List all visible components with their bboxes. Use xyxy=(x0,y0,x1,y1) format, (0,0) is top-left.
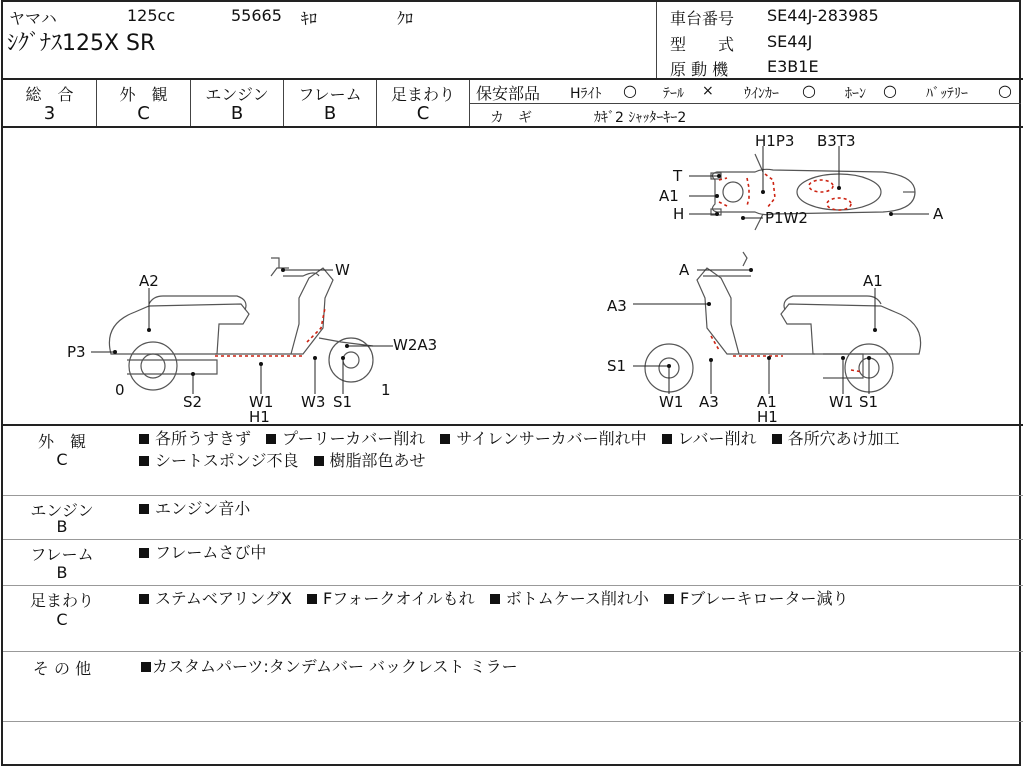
note-item: 各所穴あけ加工 xyxy=(787,429,900,448)
leader-dots xyxy=(113,174,893,376)
label-r-w1b: W1 xyxy=(829,393,854,411)
note-text xyxy=(137,428,908,472)
label-0: 0 xyxy=(115,381,125,399)
model-name: ｼｸﾞﾅｽ125X SR xyxy=(7,31,156,56)
note-item: 各所うすきず xyxy=(155,429,252,448)
bullet xyxy=(141,662,151,672)
winker-mark: ○ xyxy=(802,81,816,100)
note-text xyxy=(137,588,857,610)
note-item: 樹脂部色あせ xyxy=(329,451,426,470)
tail-mark: × xyxy=(702,83,714,99)
note-grade: C xyxy=(56,450,68,469)
label-1: 1 xyxy=(381,381,391,399)
key-value: ｶｷﾞ2 ｼｬｯﾀｰｷｰ2 xyxy=(594,110,687,126)
note-category: そ の 他 xyxy=(32,659,92,678)
label-r-h1: H1 xyxy=(757,408,778,424)
label-r-a3b: A3 xyxy=(699,393,719,411)
bullet xyxy=(314,456,324,466)
scooter-diagram xyxy=(3,128,1019,424)
bullet xyxy=(139,548,149,558)
label-s1: S1 xyxy=(333,393,353,411)
bullet xyxy=(662,434,672,444)
bullet xyxy=(772,434,782,444)
note-item: シートスポンジ不良 xyxy=(155,451,299,470)
label-r-s1b: S1 xyxy=(859,393,879,411)
battery-mark: ○ xyxy=(998,81,1012,100)
note-frame xyxy=(3,540,1023,586)
header-left xyxy=(3,2,657,78)
grade-label: 足まわり xyxy=(390,85,455,104)
label-s2: S2 xyxy=(183,393,203,411)
grade-exterior xyxy=(97,80,191,126)
label-p3: P3 xyxy=(67,343,86,361)
engine-label: 原 動 機 xyxy=(670,60,729,79)
note-category: 足まわり xyxy=(29,591,94,610)
grade-frame xyxy=(284,80,377,126)
bullet xyxy=(266,434,276,444)
note-item: プーリーカバー削れ xyxy=(282,429,426,448)
note-grade: C xyxy=(56,610,68,629)
frame-no: SE44J-283985 xyxy=(767,6,879,25)
mileage-unit: ｷﾛ xyxy=(301,9,318,28)
label-w1: W1 xyxy=(249,393,274,411)
grade-overall xyxy=(3,80,97,126)
label-h1: H1 xyxy=(249,408,270,424)
diagram-labels xyxy=(67,132,944,424)
safety-horn: ﾎｰﾝ xyxy=(845,86,866,102)
type-value: SE44J xyxy=(767,32,813,51)
label-r-a1b: A1 xyxy=(757,393,777,411)
grade-engine xyxy=(191,80,284,126)
note-item: カスタムパーツ:タンデムバー バックレスト ミラー xyxy=(152,657,518,676)
note-item: ボトムケース削れ小 xyxy=(505,589,649,608)
label-r-a3: A3 xyxy=(607,297,627,315)
note-category: フレーム xyxy=(30,545,94,564)
note-line xyxy=(137,450,908,472)
label-t: T xyxy=(673,167,683,185)
grade-value: B xyxy=(230,103,244,124)
note-item: サイレンサーカバー削れ中 xyxy=(456,429,647,448)
bullet xyxy=(664,594,674,604)
inspection-sheet xyxy=(1,0,1021,766)
safety-row xyxy=(470,80,1021,104)
note-exterior xyxy=(3,426,1023,496)
note-grade: B xyxy=(56,517,68,536)
note-text xyxy=(139,656,526,678)
label-w2a3: W2A3 xyxy=(393,336,438,354)
safety-tail: ﾃｰﾙ xyxy=(663,86,684,102)
safety-headlight: Hﾗｲﾄ xyxy=(570,86,602,102)
label-a1: A1 xyxy=(659,187,679,205)
safety-winker: ｳｲﾝｶｰ xyxy=(744,86,779,102)
note-other xyxy=(3,652,1023,722)
grade-value: C xyxy=(416,103,430,124)
type-label: 型 式 xyxy=(670,35,735,54)
grade-value: 3 xyxy=(43,103,56,124)
maker: ヤマハ xyxy=(9,9,57,28)
safety-parts xyxy=(470,80,1021,126)
label-w: W xyxy=(335,261,350,279)
label-h1p3: H1P3 xyxy=(755,132,795,150)
notes-section xyxy=(3,426,1023,766)
label-r-a1: A1 xyxy=(863,272,883,290)
grade-value: B xyxy=(323,103,337,124)
note-text xyxy=(137,542,274,564)
bullet xyxy=(139,504,149,514)
label-a2: A2 xyxy=(139,272,159,290)
note-item: フレームさび中 xyxy=(155,543,267,562)
grade-label: 外 観 xyxy=(119,85,168,104)
note-item: エンジン音小 xyxy=(155,499,251,518)
bullet xyxy=(139,434,149,444)
displacement: 125cc xyxy=(127,6,176,25)
note-item: ステムベアリングX xyxy=(155,589,292,608)
note-line xyxy=(137,428,908,450)
grades-row xyxy=(3,80,1023,128)
headlight-mark: ○ xyxy=(623,81,637,100)
grade-label: 総 合 xyxy=(25,85,74,104)
engine-value: E3B1E xyxy=(767,57,819,76)
mileage: 55665 xyxy=(231,6,282,25)
note-item: Fフォークオイルもれ xyxy=(322,589,475,608)
bullet xyxy=(307,594,317,604)
header xyxy=(3,2,1023,80)
grade-value: C xyxy=(137,103,150,124)
label-h: H xyxy=(673,205,685,223)
bullet xyxy=(139,456,149,466)
safety-battery: ﾊﾞｯﾃﾘｰ xyxy=(926,86,968,102)
label-r-w1: W1 xyxy=(659,393,684,411)
frame-no-label: 車台番号 xyxy=(670,9,735,28)
note-category: エンジン xyxy=(30,501,94,520)
note-suspension xyxy=(3,586,1023,652)
grade-suspension xyxy=(377,80,470,126)
note-grade: B xyxy=(56,563,68,582)
horn-mark: ○ xyxy=(883,81,897,100)
bullet xyxy=(139,594,149,604)
bullet xyxy=(440,434,450,444)
label-r-a: A xyxy=(679,261,690,279)
grade-label: フレーム xyxy=(298,85,362,104)
note-category: 外 観 xyxy=(37,432,86,451)
damage-diagram xyxy=(3,128,1023,426)
note-text xyxy=(137,498,258,520)
note-engine xyxy=(3,496,1023,540)
key-label: カ ギ xyxy=(490,110,532,126)
label-p1w2: P1W2 xyxy=(765,209,808,227)
label-w3: W3 xyxy=(301,393,326,411)
label-b3t3: B3T3 xyxy=(817,132,856,150)
label-a: A xyxy=(933,205,944,223)
label-r-s1: S1 xyxy=(607,357,627,375)
note-item: Fブレーキローター減り xyxy=(679,589,849,608)
safety-label: 保安部品 xyxy=(476,84,541,103)
color: ｸﾛ xyxy=(397,9,414,28)
grade-label: エンジン xyxy=(205,85,269,104)
bullet xyxy=(490,594,500,604)
note-item: レバー削れ xyxy=(677,429,757,448)
